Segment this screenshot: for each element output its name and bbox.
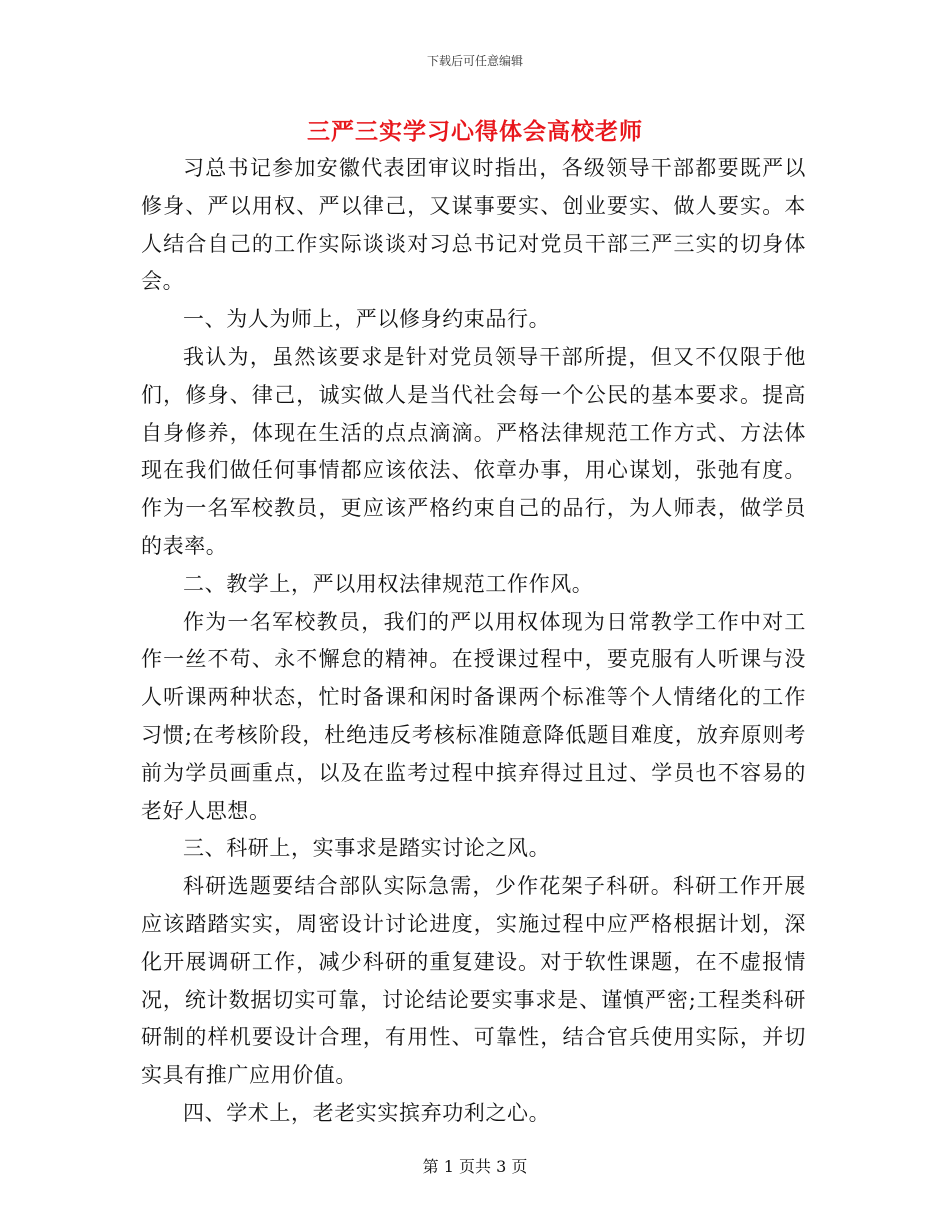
- paragraph-intro: 习总书记参加安徽代表团审议时指出，各级领导干部都要既严以修身、严以用权、严以律己，又谋事要实、创业要实、做人要实。本人结合自己的工作实际谈谈对习总书记对党员干部三严三实的切身体会。: [141, 156, 806, 294]
- paragraph-section-1: 我认为，虽然该要求是针对党员领导干部所提，但又不仅限于他们，修身、律己，诚实做人是当代社会每一个公民的基本要求。提高自身修养，体现在生活的点点滴滴。严格法律规范工作方式、方法体现在我们做任何事情都应该依法、依章办事，用心谋划，张弛有度。作为一名军校教员，更应该严格约束自己的品行，为人师表，做学员的表率。: [141, 344, 806, 558]
- page-number-footer: 第 1 页共 3 页: [422, 1157, 528, 1176]
- paragraph-section-2: 作为一名军校教员，我们的严以用权体现为日常教学工作中对工作一丝不苟、永不懈怠的精神。在授课过程中，要克服有人听课与没人听课两种状态，忙时备课和闲时备课两个标准等个人情绪化的工作习惯;在考核阶段，杜绝违反考核标准随意降低题目难度，放弃原则考前为学员画重点，以及在监考过程中摈弃得过且过、学员也不容易的老好人思想。: [141, 609, 806, 823]
- section-heading-2: 二、教学上，严以用权法律规范工作作风。: [183, 571, 594, 596]
- section-heading-3: 三、科研上，实事求是踏实讨论之风。: [183, 836, 551, 861]
- paragraph-section-3: 科研选题要结合部队实际急需，少作花架子科研。科研工作开展应该踏踏实实，周密设计讨论进度，实施过程中应严格根据计划，深化开展调研工作，减少科研的重复建设。对于软性课题，在不虚报情况，统计数据切实可靠，讨论结论要实事求是、谨慎严密;工程类科研研制的样机要设计合理，有用性、可靠性，结合官兵使用实际，并切实具有推广应用价值。: [141, 874, 806, 1088]
- document-title: 三严三实学习心得体会高校老师: [307, 118, 643, 145]
- document-body: [141, 150, 806, 1133]
- section-heading-1: 一、为人为师上，严以修身约束品行。: [183, 307, 551, 332]
- section-heading-4: 四、学术上，老老实实摈弃功利之心。: [183, 1100, 551, 1125]
- header-note: 下载后可任意编辑: [426, 54, 523, 68]
